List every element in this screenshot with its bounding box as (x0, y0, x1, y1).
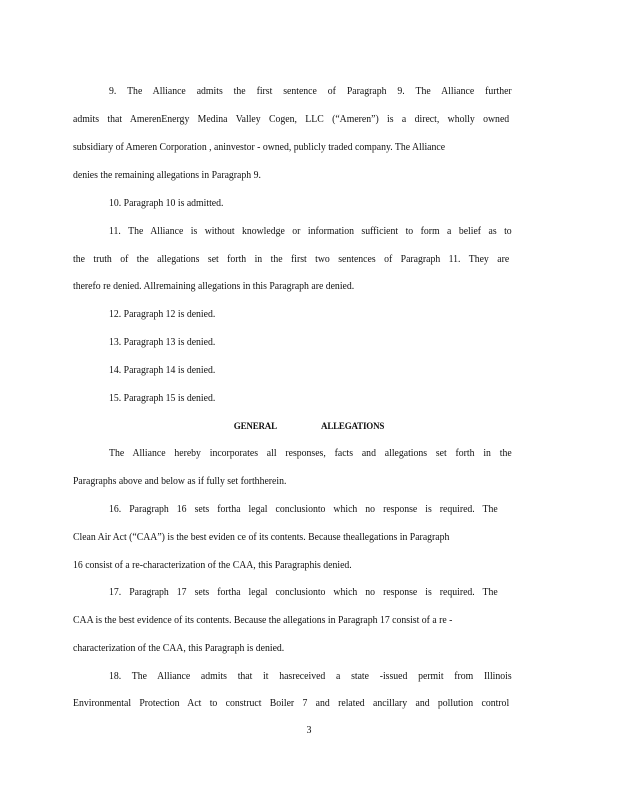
para-18-line-2: Environmental Protection Act to construct Boiler 7 and related ancillary and pollution control (73, 698, 510, 709)
para-9-line-1: 9. The Alliance admits the first sentence of Paragraph 9. The Alliance further (109, 86, 512, 97)
para-16-line-3: 16 consist of a re-characterization of the CAA, this Paragraphis denied. (73, 560, 352, 571)
para-16-line-2: Clean Air Act (“CAA”) is the best eviden ce of its contents. Because theallegations in Paragraph (73, 532, 450, 543)
para-11-line-3: therefo re denied. Allremaining allegations in this Paragraph are denied. (73, 281, 355, 292)
para-13-line-1: 13. Paragraph 13 is denied. (109, 337, 216, 348)
section-heading (0, 421, 618, 431)
heading-word-general: GENERAL (233, 421, 277, 431)
para-9-line-2: admits that AmerenEnergy Medina Valley Cogen, LLC (“Ameren”) is a direct, wholly owned (73, 114, 510, 125)
para-17-line-2: CAA is the best evidence of its contents. Because the allegations in Paragraph 17 consist of a re - (73, 615, 453, 626)
para-17-line-3: characterization of the CAA, this Paragraph is denied. (73, 643, 285, 654)
para-11-line-2: the truth of the allegations set forth in the first two sentences of Paragraph 11. They are (73, 254, 510, 265)
para-15-line-1: 15. Paragraph 15 is denied. (109, 393, 216, 404)
para-18-line-1: 18. The Alliance admits that it hasreceived a state -issued permit from Illinois (109, 671, 512, 682)
para-12-line-1: 12. Paragraph 12 is denied. (109, 309, 216, 320)
para-14-line-1: 14. Paragraph 14 is denied. (109, 365, 216, 376)
para-incorp-line-1: The Alliance hereby incorporates all responses, facts and allegations set forth in the (109, 448, 512, 459)
para-9-line-3: subsidiary of Ameren Corporation , aninvestor - owned, publicly traded company. The Alliance (73, 142, 446, 153)
para-incorp-line-2: Paragraphs above and below as if fully set forthherein. (73, 476, 287, 487)
para-9-line-4: denies the remaining allegations in Paragraph 9. (73, 170, 261, 181)
para-16-line-1: 16. Paragraph 16 sets fortha legal conclusionto which no response is required. The (109, 504, 498, 515)
para-11-line-1: 11. The Alliance is without knowledge or information sufficient to form a belief as to (109, 226, 512, 237)
para-17-line-1: 17. Paragraph 17 sets fortha legal conclusionto which no response is required. The (109, 587, 498, 598)
page-number: 3 (306, 725, 312, 736)
para-10-line-1: 10. Paragraph 10 is admitted. (109, 198, 224, 209)
heading-word-allegations: ALLEGATIONS (321, 421, 385, 431)
